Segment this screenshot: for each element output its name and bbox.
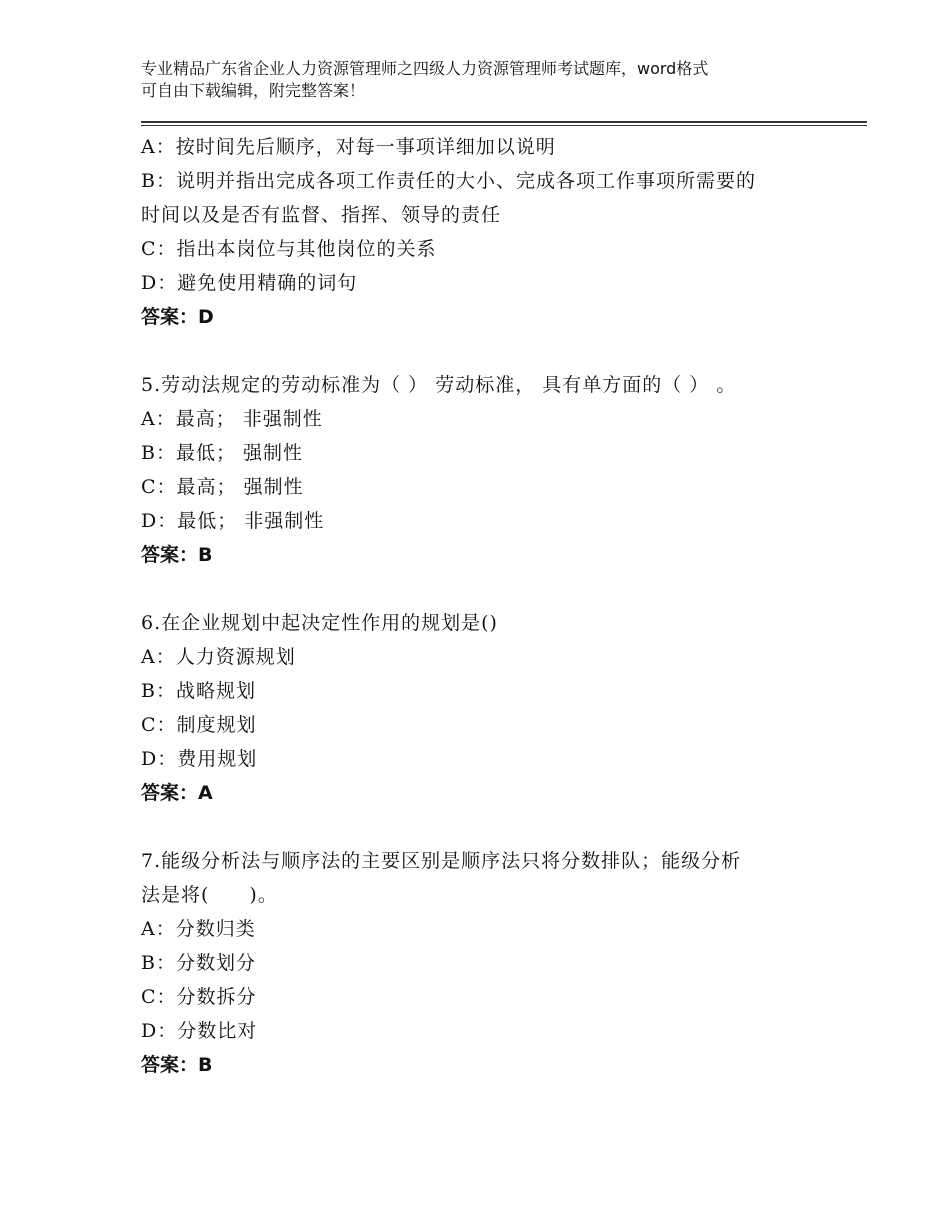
q7-answer: 答案：B — [141, 1054, 213, 1076]
question-7 — [141, 844, 841, 1082]
q7-option-c: C：分数拆分 — [141, 986, 257, 1008]
q4-option-b-line-1: B：说明并指出完成各项工作责任的大小、完成各项工作事项所需要的 — [141, 170, 756, 192]
q4-option-d: D：避免使用精确的词句 — [141, 272, 358, 294]
q7-question-text-line-1: 7.能级分析法与顺序法的主要区别是顺序法只将分数排队；能级分析 — [141, 850, 742, 872]
q6-option-a: A：人力资源规划 — [141, 646, 296, 668]
spacer — [141, 810, 841, 844]
question-list — [141, 130, 841, 1082]
q6-option-d: D：费用规划 — [141, 748, 258, 770]
question-6 — [141, 606, 841, 810]
document-header — [141, 58, 841, 102]
q5-answer: 答案：B — [141, 544, 213, 566]
q6-option-c: C：制度规划 — [141, 714, 257, 736]
q7-option-d: D：分数比对 — [141, 1020, 258, 1042]
q4-answer: 答案：D — [141, 306, 214, 328]
q6-option-b: B：战略规划 — [141, 680, 256, 702]
q7-question-text-line-2: 法是将( )。 — [141, 884, 278, 906]
q5-option-d: D：最低； 非强制性 — [141, 510, 325, 532]
q4-option-c: C：指出本岗位与其他岗位的关系 — [141, 238, 437, 260]
q4-option-a: A：按时间先后顺序，对每一事项详细加以说明 — [141, 136, 556, 158]
q7-option-b: B：分数划分 — [141, 952, 256, 974]
header-divider — [141, 121, 867, 126]
header-title-line-1: 专业精品广东省企业人力资源管理师之四级人力资源管理师考试题库，word格式 — [141, 59, 709, 78]
question-4 — [141, 130, 841, 334]
q6-answer: 答案：A — [141, 782, 213, 804]
q7-option-a: A：分数归类 — [141, 918, 256, 940]
spacer — [141, 334, 841, 368]
q5-option-a: A：最高； 非强制性 — [141, 408, 323, 430]
q5-option-b: B：最低； 强制性 — [141, 442, 304, 464]
spacer — [141, 572, 841, 606]
question-5 — [141, 368, 841, 572]
q4-option-b-line-2: 时间以及是否有监督、指挥、领导的责任 — [141, 204, 502, 226]
q6-question-text: 6.在企业规划中起决定性作用的规划是() — [141, 612, 498, 634]
q5-question-text: 5.劳动法规定的劳动标准为（ ） 劳动标准， 具有单方面的（ ） 。 — [141, 374, 737, 396]
q5-option-c: C：最高； 强制性 — [141, 476, 304, 498]
header-title-line-2: 可自由下载编辑，附完整答案！ — [141, 81, 366, 100]
